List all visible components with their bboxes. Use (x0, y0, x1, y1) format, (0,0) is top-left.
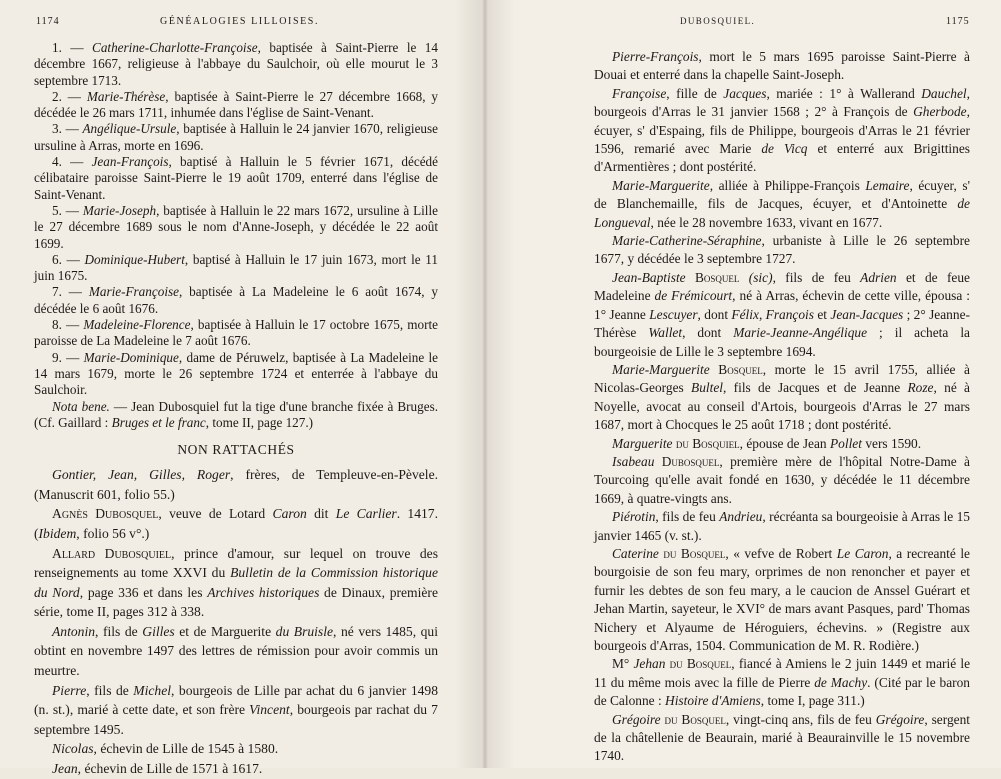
entry-segment: , veuve de Lotard (158, 506, 273, 522)
entry-segment: , urbaniste à Lille le 26 septembre 1677, y décédée le 3 septembre 1727. (594, 233, 970, 267)
nota-bene-tail: , tome II, page 127.) (205, 414, 314, 430)
right-running-head: DUBOSQUIEL. (680, 16, 756, 26)
entry-segment: , né à Noyelle, avocat au conseil d'Artois, bourgeois d'Arras le 27 mars 1687, mort à Chocques le 25 août 1718 ; dont postérité. (594, 380, 970, 433)
entry-number: 8. — (52, 317, 84, 333)
entry-number: 3. — (52, 121, 83, 137)
right-text-column (594, 48, 970, 766)
entry-segment: , épouse de Jean (739, 435, 830, 451)
entry-text: , baptisée à Halluin le 17 octobre 1675, morte paroisse de La Madeleine le 7 août 1676. (34, 317, 438, 349)
entry-segment: et de feue Madeleine (594, 269, 970, 304)
entry-segment: de Vicq (761, 141, 808, 157)
entry-segment: , né à Arras, échevin de cette ville, épousa : 1° Jeanne (594, 288, 971, 322)
entry-paragraph (34, 622, 438, 681)
entry-segment: Agnès Dubosquel (52, 506, 159, 522)
entry-segment: , récréanta sa bourgeoisie à Arras le 15 janvier 1465 (v. st.). (594, 509, 970, 543)
entry-segment: , mariée : 1° à Wallerand (766, 85, 922, 101)
nota-bene-text: — Jean Dubosquiel fut la tige d'une branche fixée à Bruges. (Cf. Gaillard : (34, 398, 438, 430)
entry-segment: Vincent (249, 702, 290, 718)
entry-segment: , alliée à Philippe-François (709, 177, 866, 193)
entry-segment: du Bosquel (660, 711, 726, 727)
entry-segment: . 1417. ( (34, 506, 438, 541)
entry-segment: Le Carlier (335, 506, 397, 522)
entry-name: Marie-Dominique (83, 349, 179, 365)
entry-number: 9. — (52, 349, 84, 365)
entry-segment: , a recreanté le bourgoisie de son feu mary, orprimes de non renoncher et payer et furnir les debtes de son feu mary, a le caucion de Anssel Guérart et Jehan Martin, sayeteur, le XVI° de mars avant Pasques, pard' Thomas Nichery et Alyaume de Héroguiers, échevins. » (Registre aux bourgeois d'Arras, 1504. Communication de M. R. Rodière.) (594, 545, 970, 653)
entry-paragraph (594, 177, 970, 232)
entry-segment: Bulletin de la Commission historique du Nord (34, 565, 438, 600)
entry-segment: , mort le 5 mars 1695 paroisse Saint-Pierre à Douai et enterré dans la chapelle Saint-Joseph. (594, 49, 970, 83)
entry-segment: Jehan (633, 656, 666, 672)
entry-paragraph (594, 545, 970, 655)
nota-bene-label: Nota bene. (52, 398, 110, 414)
entry-segment: du Bosquel (665, 656, 732, 672)
entry-segment: Jacques (723, 85, 767, 101)
entry-segment: Nicolas (52, 741, 94, 757)
entry-segment: François (765, 306, 814, 322)
entry-name: Marie-Françoise (88, 284, 179, 300)
entry-segment: Dubosquel (654, 453, 720, 469)
entry-segment: , fille de (666, 85, 724, 101)
section-title: NON RATTACHÉS (177, 442, 295, 458)
entry-segment: Jean (52, 761, 78, 777)
child-entry (34, 284, 438, 317)
entry-paragraph (594, 508, 970, 545)
child-entry (34, 317, 438, 350)
entry-segment: Archives historiques (207, 584, 320, 600)
entry-segment: , bourgeois d'Arras le 31 janvier 1568 ; 2° à François de (594, 85, 970, 120)
right-page (480, 0, 1001, 768)
entry-segment: , folio 56 v°.) (76, 525, 150, 541)
entry-segment: , prince d'amour, sur lequel on trouve des renseignements au tome XXVI du (34, 545, 438, 581)
entry-paragraph (34, 739, 438, 759)
entry-segment: de Dinaux, première série, tome II, pages 312 à 338. (34, 584, 438, 620)
entry-name: Marie-Thérèse (86, 88, 166, 104)
entry-segment: , fils de feu (772, 269, 861, 285)
entry-segment: Grégoire (612, 711, 661, 727)
entry-paragraph (594, 232, 970, 269)
entry-segment: Pierre (52, 682, 87, 698)
left-page (0, 0, 480, 777)
entry-segment: du Bosquel (658, 545, 726, 561)
entry-segment: du Bosquiel (672, 435, 740, 451)
entry-number: 6. — (52, 251, 85, 267)
entry-segment: , écuyer, s' d'Espaing, fils de Philippe, bourgeois d'Arras le 21 février 1596, remarié avec Marie (594, 104, 970, 157)
entry-segment: Pierre-François (612, 49, 699, 64)
right-entries-list (594, 48, 970, 766)
entry-segment: Grégoire (875, 711, 925, 727)
entry-paragraph (594, 655, 970, 710)
entry-text: , baptisée à Halluin le 24 janvier 1670, religieuse ursuline à Arras, morte en 1696. (34, 121, 439, 153)
entry-segment: M° (612, 656, 634, 672)
children-list (34, 40, 438, 399)
entry-segment: Histoire d'Amiens (665, 693, 761, 709)
entry-segment: Gilles (142, 623, 175, 639)
entry-paragraph (594, 269, 970, 361)
entry-segment: . (Cité par le baron de Calonne : (594, 674, 970, 709)
entry-text: , baptisé à Halluin le 17 juin 1673, mort le 11 juin 1675. (34, 251, 439, 284)
entry-paragraph (34, 504, 438, 543)
entry-segment: Marie-Jeanne-Angélique (733, 325, 868, 341)
entry-paragraph (34, 759, 438, 779)
entry-segment: , bourgeois par rachat du 7 septembre 1495. (34, 702, 438, 737)
entry-segment: , bourgeois de Lille par achat du 6 janvier 1498 (n. st.), marié à cette date, et son frère (34, 682, 439, 718)
child-entry (34, 121, 438, 154)
entry-segment: , dont (682, 325, 734, 341)
entry-paragraph (34, 465, 438, 504)
entry-segment: Roze (907, 380, 934, 396)
entry-name: Madeleine-Florence (83, 317, 191, 333)
entry-segment: , première mère de l'hôpital Notre-Dame à Tourcoing qu'elle avait fondé en 1630, y décédée le 11 décembre 1669, à quatre-vingts ans. (594, 453, 970, 506)
entry-segment: , fils de (86, 682, 134, 698)
child-entry (34, 252, 438, 285)
entry-text: , baptisée à Halluin le 22 mars 1672, ursuline à Lille le 27 décembre 1689 sous le nom d'Anne-Joseph, y décédée le 22 août 1699. (34, 202, 438, 251)
entry-segment: Allard Dubosquiel (52, 545, 172, 561)
entry-segment: , « vefve de Robert (725, 545, 837, 561)
entry-paragraph (34, 544, 438, 622)
entry-paragraph (594, 453, 970, 508)
entry-name: Marie-Joseph (82, 202, 157, 218)
entry-segment: , né vers 1485, qui obtint en novembre 1497 des lettres de rémission pour avoir commis un meurtre. (34, 623, 438, 679)
child-entry (34, 154, 438, 203)
entry-segment: Lemaire (865, 177, 910, 193)
entry-segment: , sergent de la châtellenie de Beaurain, marié à Beaurainville le 15 novembre 1740. (594, 711, 970, 764)
entry-segment: Marie-Marguerite (612, 361, 710, 377)
entry-segment: et enterré aux Brigittines d'Armentières ; dont postérité. (594, 141, 971, 175)
child-entry (34, 89, 438, 122)
entry-segment: Bosquel (685, 269, 740, 285)
entry-text: , dame de Péruwelz, baptisée à La Madeleine le 14 mars 1679, morte le 26 septembre 1724 et enterrée à l'abbaye du Saulchoir. (34, 349, 438, 398)
entry-segment: Marguerite (612, 435, 673, 451)
entry-segment: Piérotin (612, 509, 656, 525)
entry-text: , baptisée à Saint-Pierre le 27 décembre 1668, y décédée le 26 mars 1711, inhumée dans l'église de Saint-Venant. (34, 88, 438, 121)
non-rattaches-list (34, 465, 438, 779)
entry-segment: Dauchel (921, 85, 967, 101)
entry-segment: Wallet (648, 325, 683, 341)
entry-segment: Le Caron (836, 545, 889, 561)
entry-number: 5. — (52, 202, 83, 218)
entry-segment: de Frémicourt (654, 288, 733, 304)
entry-number: 7. — (52, 284, 89, 300)
entry-segment: de Machy (814, 674, 868, 690)
right-page-number: 1175 (946, 16, 970, 27)
entry-segment: ; 2° Jeanne-Thérèse (594, 306, 970, 341)
entry-segment: , écuyer, s' de Blanchemaille, fils de Jacques, écuyer, et d'Antoinette (594, 177, 970, 212)
entry-number: 1. — (52, 40, 93, 55)
entry-name: Angélique-Ursule (82, 121, 177, 137)
entry-segment: Andrieu (719, 509, 763, 525)
entry-segment: , (758, 306, 766, 322)
entry-paragraph (594, 48, 970, 85)
entry-segment: Félix (731, 306, 759, 322)
entry-segment: de Longueval (594, 196, 970, 230)
entry-name: Jean-François (91, 154, 169, 170)
entry-paragraph (594, 85, 970, 177)
entry-name: Dominique-Hubert (84, 251, 185, 267)
entry-paragraph (34, 681, 438, 740)
entry-segment: Caterine (612, 545, 659, 561)
entry-segment: , fiancé à Amiens le 2 juin 1449 et marié le 11 du même mois avec la fille de Pierre (594, 656, 971, 690)
entry-segment: Jean-Jacques (830, 306, 904, 322)
nota-bene-title: Bruges et le franc (111, 414, 206, 430)
entry-text: , baptisé à Halluin le 5 février 1671, décédé célibataire paroisse Saint-Pierre le 19 août 1709, enterré dans l'église de Saint-Venant. (34, 154, 438, 202)
entry-number: 2. — (52, 88, 87, 104)
entry-text: , baptisée à La Madeleine le 6 août 1674, y décédée le 6 août 1676. (34, 284, 438, 316)
entry-name: Catherine-Charlotte-Françoise (92, 40, 258, 55)
entry-segment: , frères, de Templeuve-en-Pèvele. (Manuscrit 601, folio 55.) (34, 467, 439, 502)
entry-segment: , fils de feu (655, 509, 720, 525)
entry-segment: , née le 28 novembre 1633, vivant en 1677. (650, 214, 883, 230)
entry-number: 4. — (52, 154, 92, 170)
entry-paragraph (594, 435, 970, 453)
entry-text: , baptisée à Saint-Pierre le 14 décembre 1667, religieuse à l'abbaye du Saulchoir, où elle mourut le 3 septembre 1713. (34, 40, 438, 88)
left-page-number: 1174 (36, 16, 60, 27)
entry-segment: , morte le 15 avril 1755, alliée à Nicolas-Georges (594, 361, 971, 396)
entry-segment: Michel (133, 682, 172, 698)
entry-segment: , tome I, page 311.) (760, 693, 865, 709)
entry-segment: Marie-Marguerite (612, 177, 710, 193)
entry-segment: Adrien (860, 269, 897, 285)
entry-segment: , échevin de Lille de 1545 à 1580. (93, 741, 279, 757)
entry-segment: Bultel (691, 380, 724, 396)
nota-bene (34, 399, 438, 432)
entry-segment: Jean-Baptiste (612, 269, 686, 285)
entry-segment: (sic) (739, 269, 773, 285)
left-running-head: GÉNÉALOGIES LILLOISES. (160, 16, 320, 27)
child-entry (34, 350, 438, 399)
entry-segment: et (814, 306, 831, 322)
entry-segment: Françoise (612, 85, 667, 101)
entry-segment: Gherbode (913, 104, 967, 120)
left-text-column (34, 40, 438, 779)
entry-segment: , fils de Jacques et de Jeanne (723, 380, 908, 396)
entry-paragraph (594, 361, 970, 435)
entry-segment: ; il acheta la bourgeoisie de Lille le 3 septembre 1694. (594, 325, 970, 359)
entry-segment: , fils de (95, 623, 143, 639)
entry-segment: du Bruisle (275, 623, 334, 639)
entry-segment: Caron (272, 506, 307, 522)
entry-segment: Lescuyer (649, 306, 698, 322)
entry-segment: Antonin (52, 623, 96, 639)
entry-segment: Isabeau (612, 453, 655, 469)
entry-segment: , échevin de Lille de 1571 à 1617. (77, 761, 263, 777)
entry-segment: , dont (697, 306, 732, 322)
entry-segment: Marie-Catherine-Séraphine (612, 233, 762, 249)
entry-segment: , vingt-cinq ans, fils de feu (725, 711, 876, 727)
entry-segment: Bosquel (709, 361, 763, 377)
entry-paragraph (594, 711, 970, 766)
book-gutter (455, 0, 515, 768)
entry-segment: vers 1590. (861, 435, 922, 451)
entry-segment: , page 336 et dans les (79, 584, 208, 600)
entry-segment: Ibidem (38, 525, 77, 541)
child-entry (34, 40, 438, 89)
entry-segment: dit (306, 506, 336, 522)
entry-segment: Gontier, Jean, Gilles, Roger (52, 467, 231, 483)
child-entry (34, 203, 438, 252)
entry-segment: Pollet (829, 435, 862, 451)
entry-segment: et de Marguerite (174, 623, 276, 639)
